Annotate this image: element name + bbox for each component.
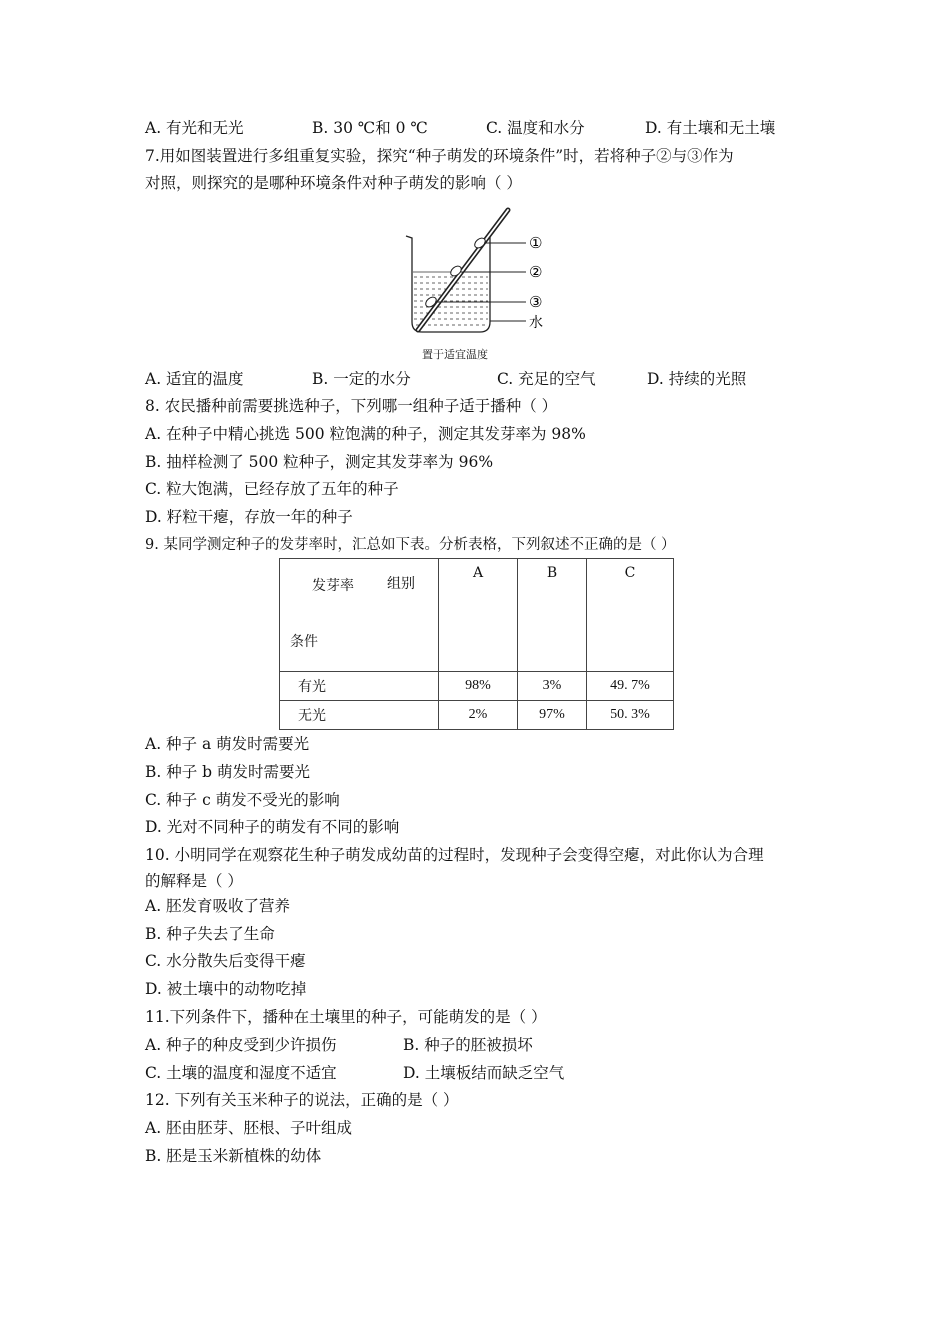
q11-option-b: B. 种子的胚被损坏 [403, 1036, 533, 1054]
corner-condition: 条件 [290, 634, 318, 650]
column-header-a: A [439, 559, 518, 672]
q11-option-c: C. 土壤的温度和湿度不适宜 [145, 1064, 337, 1082]
q9-option-b: B. 种子 b 萌发时需要光 [145, 763, 311, 781]
water-fill [413, 272, 489, 325]
table-header-row [280, 559, 674, 672]
q11-stem: 11.下列条件下，播种在土壤里的种子，可能萌发的是（ ） [145, 1008, 547, 1026]
corner-germination-rate: 发芽率 [312, 578, 354, 594]
q7-option-c: C. 充足的空气 [497, 370, 596, 388]
q12-option-a: A. 胚由胚芽、胚根、子叶组成 [145, 1119, 353, 1137]
beaker-diagram [400, 198, 560, 348]
label-seed-3: ③ [529, 293, 543, 311]
q7-stem-line2: 对照，则探究的是哪种环境条件对种子萌发的影响（ ） [145, 174, 522, 192]
figure-caption: 置于适宜温度 [422, 348, 488, 361]
q10-option-d: D. 被土壤中的动物吃掉 [145, 980, 307, 998]
q8-option-b: B. 抽样检测了 500 粒种子，测定其发芽率为 96% [145, 453, 494, 471]
label-seed-2: ② [529, 263, 543, 281]
q10-option-c: C. 水分散失后变得干瘪 [145, 952, 306, 970]
q8-option-d: D. 籽粒干瘪，存放一年的种子 [145, 508, 353, 526]
table-row [280, 701, 674, 730]
table-corner-cell [280, 559, 439, 672]
table-row [280, 672, 674, 701]
cell-light-b: 3% [518, 672, 587, 701]
q7-stem-line1: 7.用如图装置进行多组重复实验，探究“种子萌发的环境条件”时，若将种子②与③作为 [145, 147, 734, 165]
q11-option-a: A. 种子的种皮受到少许损伤 [145, 1036, 337, 1054]
q9-option-a: A. 种子 a 萌发时需要光 [145, 735, 310, 753]
cell-dark-b: 97% [518, 701, 587, 730]
cell-light-a: 98% [439, 672, 518, 701]
q7-option-d: D. 持续的光照 [647, 370, 747, 388]
q6-option-d: D. 有土壤和无土壤 [645, 119, 776, 137]
q8-stem: 8. 农民播种前需要挑选种子，下列哪一组种子适于播种（ ） [145, 397, 558, 415]
q9-option-d: D. 光对不同种子的萌发有不同的影响 [145, 818, 400, 836]
q7-option-b: B. 一定的水分 [312, 370, 411, 388]
row-label-light: 有光 [280, 672, 439, 701]
q6-option-a: A. 有光和无光 [145, 119, 244, 137]
q8-option-a: A. 在种子中精心挑选 500 粒饱满的种子，测定其发芽率为 98% [145, 425, 586, 443]
germination-table [279, 558, 674, 730]
q9-option-c: C. 种子 c 萌发不受光的影响 [145, 791, 340, 809]
cell-dark-a: 2% [439, 701, 518, 730]
q10-option-b: B. 种子失去了生命 [145, 925, 275, 943]
q9-stem: 9. 某同学测定种子的发芽率时，汇总如下表。分析表格，下列叙述不正确的是（ ） [145, 537, 676, 553]
q11-option-d: D. 土壤板结而缺乏空气 [403, 1064, 565, 1082]
row-label-dark: 无光 [280, 701, 439, 730]
q12-option-b: B. 胚是玉米新植株的幼体 [145, 1147, 322, 1165]
q8-option-c: C. 粒大饱满，已经存放了五年的种子 [145, 480, 399, 498]
cell-light-c: 49. 7% [587, 672, 674, 701]
q6-option-c: C. 温度和水分 [486, 119, 585, 137]
label-seed-1: ① [529, 234, 543, 252]
q6-option-b: B. 30 ℃和 0 ℃ [312, 119, 428, 137]
q12-stem: 12. 下列有关玉米种子的说法，正确的是（ ） [145, 1091, 459, 1109]
q7-option-a: A. 适宜的温度 [145, 370, 244, 388]
q10-option-a: A. 胚发育吸收了营养 [145, 897, 291, 915]
column-header-b: B [518, 559, 587, 672]
q10-stem-line2: 的解释是（ ） [145, 872, 243, 890]
cell-dark-c: 50. 3% [587, 701, 674, 730]
corner-group: 组别 [387, 576, 415, 592]
label-water: 水 [529, 315, 543, 331]
q10-stem-line1: 10. 小明同学在观察花生种子萌发成幼苗的过程时，发现种子会变得空瘪，对此你认为合理 [145, 846, 764, 864]
column-header-c: C [587, 559, 674, 672]
